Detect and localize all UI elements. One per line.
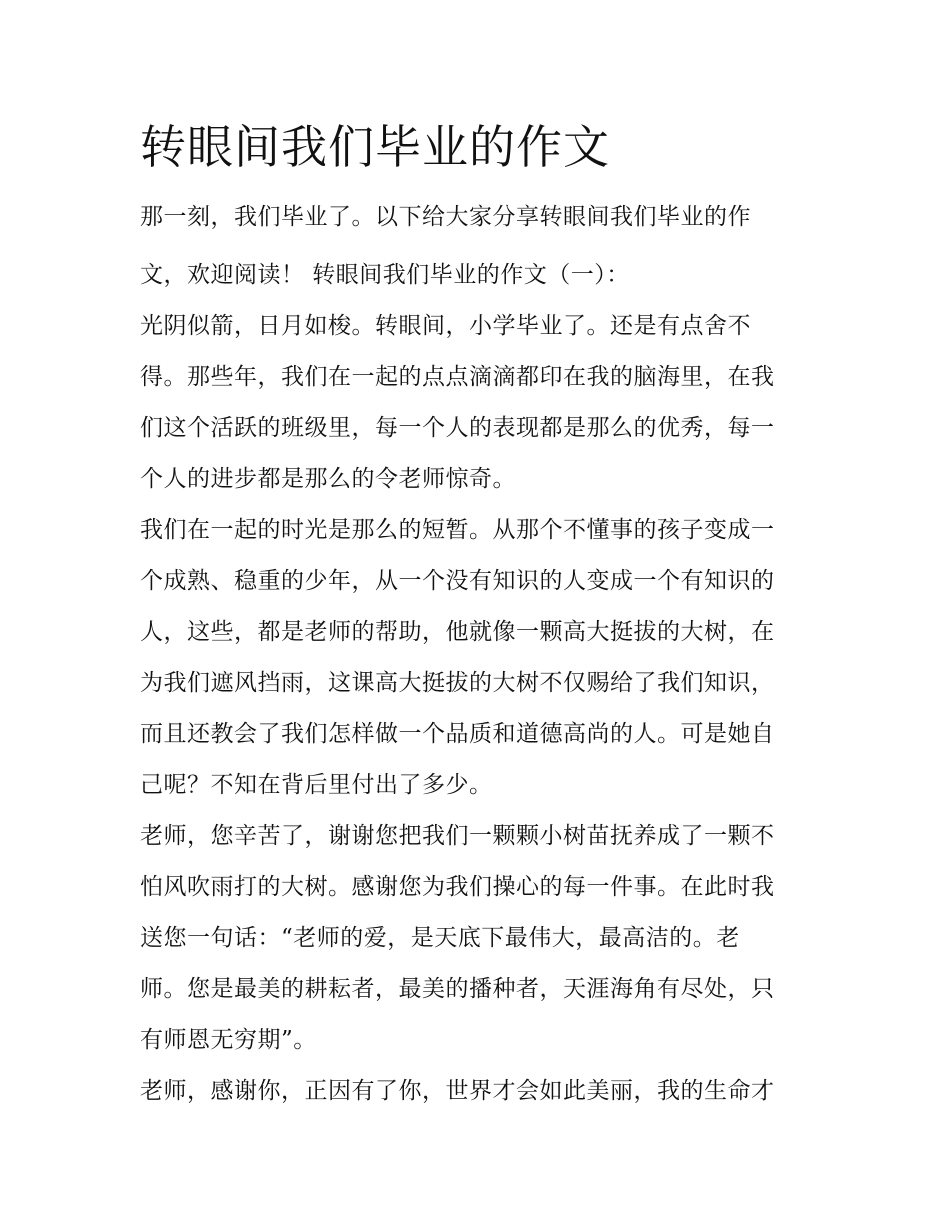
text-line: 得。那些年，我们在一起的点点滴滴都印在我的脑海里，在我 <box>140 364 775 390</box>
text-line: 老师，您辛苦了，谢谢您把我们一颗颗小树苗抚养成了一颗不 <box>140 823 775 849</box>
text-line: 们这个活跃的班级里，每一个人的表现都是那么的优秀，每一 <box>140 415 775 441</box>
text-line: 师。您是最美的耕耘者，最美的播种者，天涯海角有尽处，只 <box>140 976 775 1002</box>
text-line: 送您一句话：“老师的爱，是天底下最伟大，最高洁的。老 <box>140 925 740 951</box>
text-line: 那一刻，我们毕业了。以下给大家分享转眼间我们毕业的作 <box>140 204 751 230</box>
document-title: 转眼间我们毕业的作文 <box>140 120 610 174</box>
text-line: 光阴似箭，日月如梭。转眼间，小学毕业了。还是有点舍不 <box>140 313 751 339</box>
text-line: 我们在一起的时光是那么的短暂。从那个不懂事的孩子变成一 <box>140 517 775 543</box>
text-line: 人，这些，都是老师的帮助，他就像一颗高大挺拔的大树，在 <box>140 619 775 645</box>
text-line: 为我们遮风挡雨，这课高大挺拔的大树不仅赐给了我们知识， <box>140 670 775 696</box>
text-line: 个人的进步都是那么的令老师惊奇。 <box>140 466 516 492</box>
text-line: 而且还教会了我们怎样做一个品质和道德高尚的人。可是她自 <box>140 721 775 747</box>
text-line: 个成熟、稳重的少年，从一个没有知识的人变成一个有知识的 <box>140 568 775 594</box>
text-line: 己呢？不知在背后里付出了多少。 <box>140 772 493 798</box>
text-line: 老师，感谢你，正因有了你，世界才会如此美丽，我的生命才 <box>140 1078 775 1104</box>
text-line: 有师恩无穷期”。 <box>140 1027 317 1053</box>
text-line: 怕风吹雨打的大树。感谢您为我们操心的每一件事。在此时我 <box>140 874 775 900</box>
text-line: 文，欢迎阅读！ 转眼间我们毕业的作文（一）： <box>140 262 630 288</box>
